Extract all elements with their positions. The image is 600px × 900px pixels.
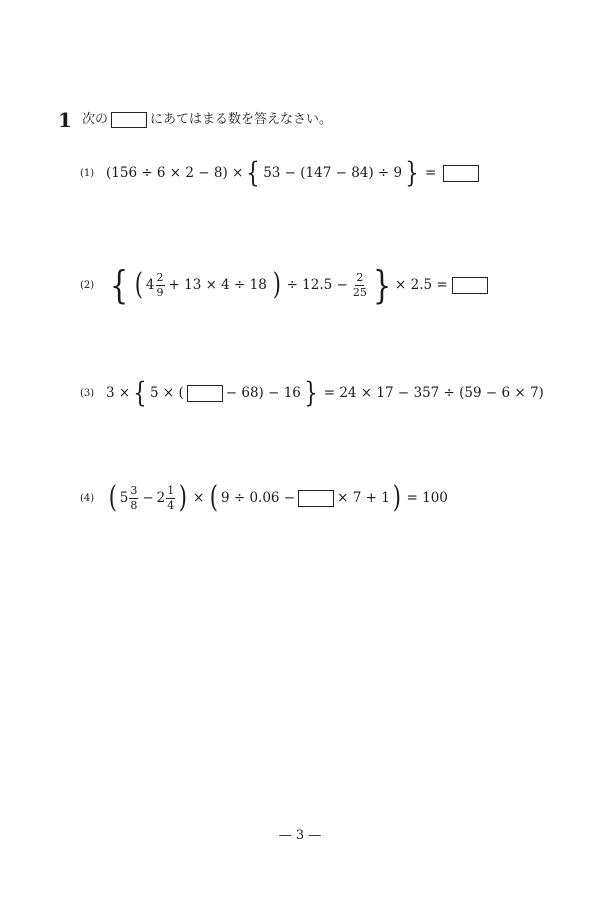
- problem-label: (2): [80, 279, 95, 291]
- right-brace: }: [372, 263, 391, 307]
- problem-label: (1): [80, 167, 95, 179]
- expr-part: = 24 × 17 − 357 ÷ (59 − 6 × 7): [323, 385, 544, 401]
- problem-expression: [106, 156, 479, 189]
- denominator: 25: [352, 285, 367, 299]
- numerator: 2: [356, 270, 364, 284]
- denominator: 9: [156, 285, 164, 299]
- page-number: — 3 —: [278, 828, 322, 843]
- left-paren: (: [134, 267, 144, 302]
- expr-part: ÷ 12.5 −: [286, 277, 348, 293]
- expr-part: × 2.5 =: [395, 277, 448, 293]
- question-number: 1: [58, 108, 72, 132]
- expr-part: + 13 × 4 ÷ 18: [168, 277, 267, 293]
- right-paren: ): [272, 267, 281, 302]
- fraction: [352, 272, 368, 299]
- expr-part: 53 − (147 − 84) ÷ 9: [263, 165, 403, 181]
- problem-label: (3): [80, 387, 95, 399]
- denominator: 4: [167, 498, 175, 512]
- left-paren: (: [108, 480, 117, 515]
- mixed-whole: 2: [156, 490, 166, 506]
- expr-part: 9 ÷ 0.06 −: [220, 490, 296, 506]
- answer-box[interactable]: [443, 165, 479, 182]
- numerator: 3: [130, 483, 138, 497]
- problem-3: [80, 363, 547, 423]
- expr-part: × 7 + 1: [337, 490, 390, 506]
- fraction: [129, 485, 138, 512]
- example-answer-box: [111, 112, 147, 128]
- problem-1: [80, 143, 479, 203]
- problem-expression: [106, 376, 547, 409]
- left-brace: {: [246, 156, 260, 189]
- answer-box[interactable]: [452, 277, 488, 294]
- right-brace: }: [405, 156, 419, 189]
- expr-part: − 68) − 16: [225, 385, 301, 401]
- problem-4: [80, 468, 451, 528]
- problem-expression: [106, 480, 451, 515]
- mixed-whole: 4: [145, 277, 155, 293]
- problem-2: [80, 255, 488, 315]
- fraction: [166, 485, 175, 512]
- left-brace: {: [133, 376, 147, 409]
- numerator: 1: [167, 483, 175, 497]
- left-brace: {: [110, 263, 129, 307]
- left-paren: (: [210, 480, 219, 515]
- operator: −: [142, 490, 154, 506]
- right-paren: ): [392, 480, 401, 515]
- question-instruction: [82, 111, 332, 129]
- problem-expression: [106, 263, 488, 307]
- answer-box[interactable]: [298, 490, 334, 507]
- denominator: 8: [130, 498, 138, 512]
- expr-part: (156 ÷ 6 × 2 − 8) ×: [106, 165, 244, 181]
- expr-part: =: [424, 165, 437, 181]
- fraction: [156, 272, 165, 299]
- expr-part: 5 × (: [150, 385, 184, 401]
- mixed-whole: 5: [119, 490, 129, 506]
- numerator: 2: [156, 270, 164, 284]
- operator: ×: [192, 490, 205, 506]
- expr-part: 3 ×: [106, 385, 131, 401]
- right-brace: }: [304, 376, 318, 409]
- problem-label: (4): [80, 492, 95, 504]
- answer-box[interactable]: [187, 385, 223, 402]
- expr-part: = 100: [406, 490, 448, 506]
- instruction-text-before: 次の: [82, 112, 109, 127]
- instruction-text-after: にあてはまる数を答えなさい。: [150, 112, 333, 127]
- right-paren: ): [178, 480, 188, 515]
